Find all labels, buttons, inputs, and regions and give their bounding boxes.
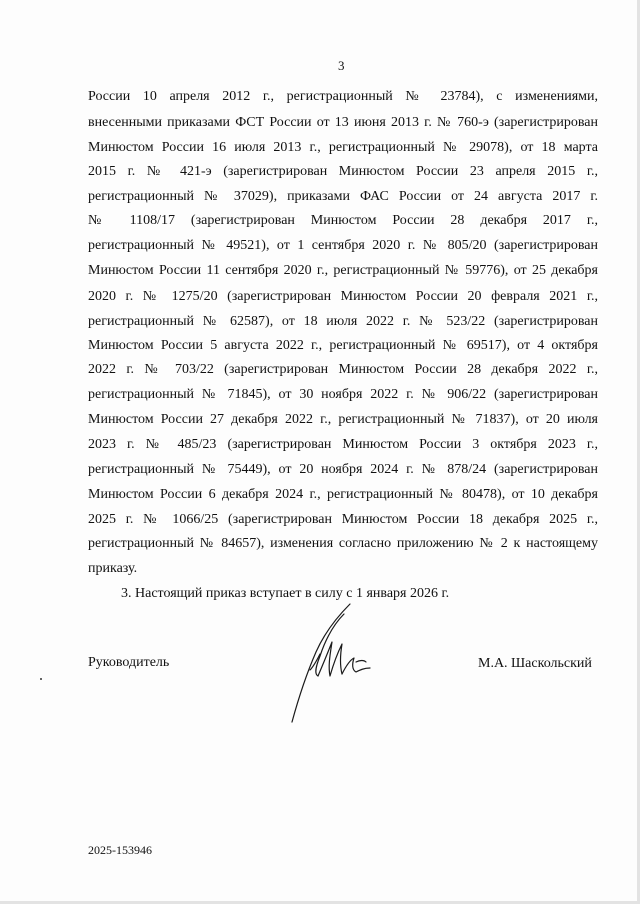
signer-name: М.А. Шаскольский [478, 656, 592, 671]
scan-speck [40, 678, 42, 680]
body-line: 2020 г. № 1275/20 (зарегистрирован Минюстом России 20 февраля 2021 г., [88, 289, 598, 304]
body-line: приказу. [88, 561, 138, 576]
body-line: 2025 г. № 1066/25 (зарегистрирован Минюстом России 18 декабря 2025 г., [88, 512, 598, 527]
body-line: Минюстом России 27 декабря 2022 г., регистрационный № 71837), от 20 июля [88, 412, 598, 427]
body-line: 2015 г. № 421-э (зарегистрирован Минюстом России 23 апреля 2015 г., [88, 164, 598, 179]
effective-date-clause: 3. Настоящий приказ вступает в силу с 1 января 2026 г. [121, 586, 450, 601]
body-line: регистрационный № 62587), от 18 июля 2022 г. № 523/22 (зарегистрирован [88, 314, 598, 329]
body-line: Минюстом России 11 сентября 2020 г., регистрационный № 59776), от 25 декабря [88, 263, 598, 278]
body-line: 2022 г. № 703/22 (зарегистрирован Минюстом России 28 декабря 2022 г., [88, 362, 598, 377]
body-line: регистрационный № 84657), изменения согласно приложению № 2 к настоящему [88, 536, 598, 551]
body-line: Минюстом России 5 августа 2022 г., регистрационный № 69517), от 4 октября [88, 338, 598, 353]
body-line: внесенными приказами ФСТ России от 13 июня 2013 г. № 760-э (зарегистрирован [88, 115, 598, 130]
body-line: регистрационный № 71845), от 30 ноября 2022 г. № 906/22 (зарегистрирован [88, 387, 598, 402]
signer-title: Руководитель [88, 655, 170, 670]
body-line: регистрационный № 37029), приказами ФАС России от 24 августа 2017 г. [88, 189, 598, 204]
body-line: Минюстом России 16 июля 2013 г., регистрационный № 29078), от 18 марта [88, 140, 598, 155]
body-line: России 10 апреля 2012 г., регистрационный № 23784), с изменениями, [88, 89, 598, 104]
handwritten-signature [284, 600, 374, 725]
body-line: регистрационный № 49521), от 1 сентября 2020 г. № 805/20 (зарегистрирован [88, 238, 598, 253]
page-number: 3 [338, 58, 345, 73]
body-line: регистрационный № 75449), от 20 ноября 2024 г. № 878/24 (зарегистрирован [88, 462, 598, 477]
body-line: Минюстом России 6 декабря 2024 г., регистрационный № 80478), от 10 декабря [88, 487, 598, 502]
body-line: № 1108/17 (зарегистрирован Минюстом России 28 декабря 2017 г., [88, 213, 598, 228]
document-id: 2025-153946 [88, 843, 152, 857]
body-line: 2023 г. № 485/23 (зарегистрирован Минюстом России 3 октября 2023 г., [88, 437, 598, 452]
